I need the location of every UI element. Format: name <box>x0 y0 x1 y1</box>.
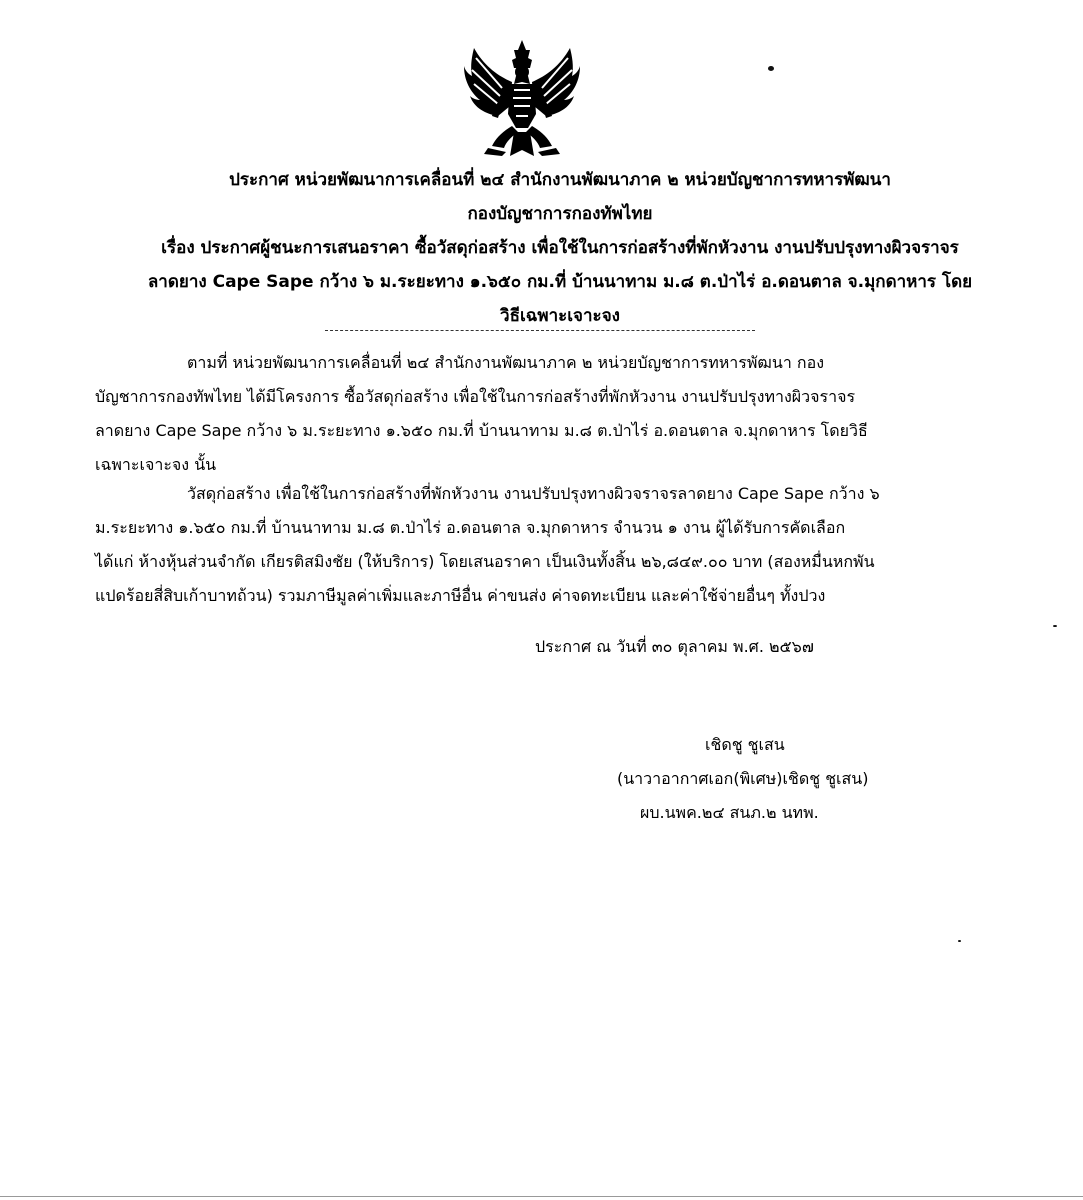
paragraph-line: วัสดุก่อสร้าง เพื่อใช้ในการก่อสร้างที่พักหัวงาน งานปรับปรุงทางผิวจราจรลาดยาง Cape Sape กว้าง ๖ <box>187 484 880 503</box>
paragraph-line: ตามที่ หน่วยพัฒนาการเคลื่อนที่ ๒๔ สำนักงานพัฒนาภาค ๒ หน่วยบัญชาการทหารพัฒนา กอง <box>187 353 824 372</box>
announcement-header-line-1: ประกาศ หน่วยพัฒนาการเคลื่อนที่ ๒๔ สำนักงานพัฒนาภาค ๒ หน่วยบัญชาการทหารพัฒนา <box>229 170 891 190</box>
paragraph-line: บัญชาการกองทัพไทย ได้มีโครงการ ซื้อวัสดุก่อสร้าง เพื่อใช้ในการก่อสร้างที่พักหัวงาน งานปรับปรุงทางผิวจราจร <box>95 387 856 406</box>
paragraph-line: เฉพาะเจาะจง นั้น <box>95 455 217 474</box>
garuda-emblem-icon <box>462 36 582 158</box>
paragraph-line: ม.ระยะทาง ๑.๖๕๐ กม.ที่ บ้านนาทาม ม.๘ ต.ป่าไร่ อ.ดอนตาล จ.มุกดาหาร จำนวน ๑ งาน ผู้ได้รับการคัดเลือก <box>95 518 846 537</box>
paragraph-line: ได้แก่ ห้างหุ้นส่วนจำกัด เกียรติสมิงชัย (ให้บริการ) โดยเสนอราคา เป็นเงินทั้งสิ้น ๒๖,๘๔๙.๐๐ บาท (สองหมื่นหกพัน <box>95 552 875 571</box>
body-paragraph-1 <box>95 346 975 482</box>
signature-position: ผบ.นพค.๒๔ สนภ.๒ นทพ. <box>640 803 819 822</box>
signature-full-name: (นาวาอากาศเอก(พิเศษ)เชิดชู ชูเสน) <box>617 769 869 788</box>
scan-edge-line <box>0 1196 1083 1197</box>
subject-line-2: ลาดยาง Cape Sape กว้าง ๖ ม.ระยะทาง ๑.๖๕๐ กม.ที่ บ้านนาทาม ม.๘ ต.ป่าไร่ อ.ดอนตาล จ.มุกดาหาร โดย <box>147 272 973 292</box>
scan-speck <box>768 66 774 71</box>
paragraph-line: ลาดยาง Cape Sape กว้าง ๖ ม.ระยะทาง ๑.๖๕๐ กม.ที่ บ้านนาทาม ม.๘ ต.ป่าไร่ อ.ดอนตาล จ.มุกดาหาร โดยวิธี <box>95 421 868 440</box>
scan-speck <box>1053 625 1057 627</box>
signature-name: เชิดชู ชูเสน <box>705 735 785 754</box>
subject-line-3: วิธีเฉพาะเจาะจง <box>500 306 620 326</box>
scan-speck <box>958 940 961 942</box>
paragraph-line: แปดร้อยสี่สิบเก้าบาทถ้วน) รวมภาษีมูลค่าเพิ่มและภาษีอื่น ค่าขนส่ง ค่าจดทะเบียน และค่าใช้จ่ายอื่นๆ ทั้งปวง <box>95 586 826 605</box>
subject-line-1: เรื่อง ประกาศผู้ชนะการเสนอราคา ซื้อวัสดุก่อสร้าง เพื่อใช้ในการก่อสร้างที่พักหัวงาน งานปรับปรุงทางผิวจราจร <box>161 238 959 258</box>
announcement-header-line-2: กองบัญชาการกองทัพไทย <box>467 204 653 224</box>
announcement-date: ประกาศ ณ วันที่ ๓๐ ตุลาคม พ.ศ. ๒๕๖๗ <box>535 637 814 656</box>
body-paragraph-2 <box>95 477 975 613</box>
header-divider <box>325 330 755 331</box>
